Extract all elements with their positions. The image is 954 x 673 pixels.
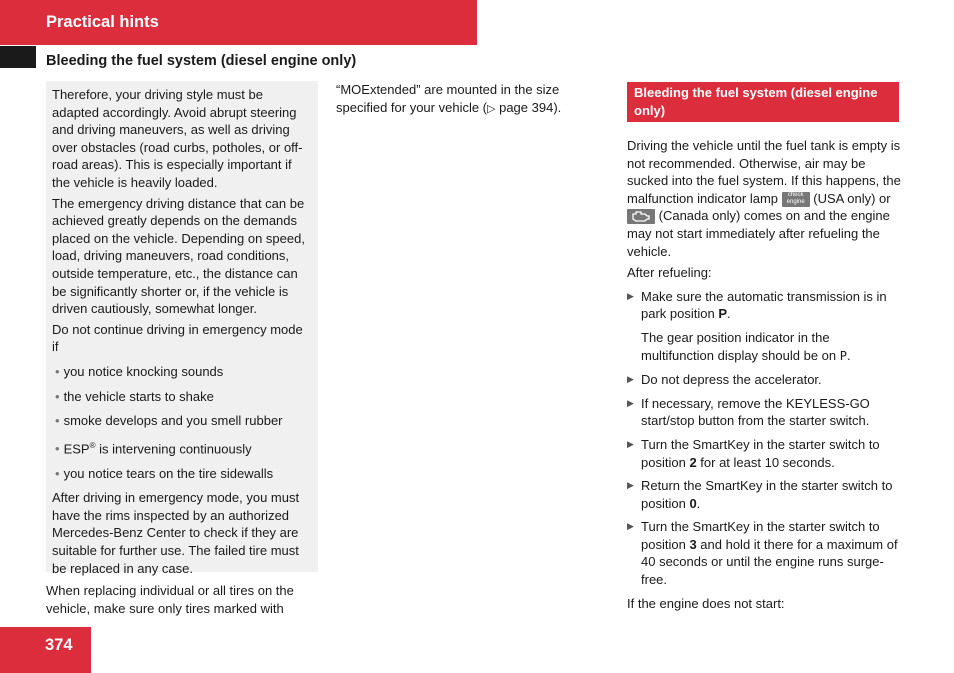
caution-box [46, 81, 318, 576]
step-park: ▶ Make sure the automatic transmission is in park position P. [627, 288, 887, 322]
list-item: • ESP® is intervening continuously [55, 440, 252, 457]
step-position-0: ▶ Return the SmartKey in the starter switch to position 0. [627, 478, 893, 511]
step-position-2: ▶ Turn the SmartKey in the starter switch to position 2 for at least 10 seconds. [627, 436, 880, 470]
section-title: Bleeding the fuel system (diesel engine only) [46, 53, 357, 69]
caution-paragraph-3: Do not continue driving in emergency mode if [52, 321, 303, 355]
after-refuel-label: After refueling: [627, 265, 712, 281]
middle-paragraph: “MOExtended” are mounted in the size specified for your vehicle (▷ page 394). [336, 82, 562, 115]
engine-icon [627, 209, 655, 224]
list-item: • you notice knocking sounds [55, 363, 224, 379]
step-park-note: The gear position indicator in the multifunction display should be on P. [641, 329, 851, 363]
intro-paragraph: Driving the vehicle until the fuel tank is empty is not recommended. Otherwise, air may be sucked into the fuel system. If this happens, the malfunction indicator lamp check engine (USA only) or (Canada only) comes on and the engine may not start immediately after refueling the vehicle. [627, 138, 901, 259]
list-item: • you notice tears on the tire sidewalls [55, 465, 274, 481]
caution-paragraph-2: The emergency driving distance that can be achieved greatly depends on the demands placed on the vehicle. Depending on speed, load, driving maneuvers, road conditions, outside temperature, etc., the distance can be significantly shorter or, if the vehicle is driven cautiously, somewhat longer. [52, 195, 305, 317]
section-marker [0, 46, 36, 68]
left-bottom-paragraph: When replacing individual or all tires on the vehicle, make sure only tires marked with [46, 583, 294, 616]
closing-paragraph: If the engine does not start: [627, 595, 785, 611]
bleeding-title: Bleeding the fuel system (diesel engine only) [634, 85, 878, 118]
step-accelerator: ▶ Do not depress the accelerator. [627, 372, 822, 388]
page-number: 374 [0, 627, 91, 673]
chapter-header [0, 0, 477, 45]
check-engine-icon: check engine [782, 192, 810, 207]
right-column [627, 137, 902, 612]
list-item: • the vehicle starts to shake [55, 388, 214, 404]
bleeding-title-box [627, 82, 899, 122]
list-item: • smoke develops and you smell rubber [55, 413, 283, 429]
step-keyless: ▶ If necessary, remove the KEYLESS-GO start/stop button from the starter switch. [627, 395, 870, 429]
caution-paragraph-1: Therefore, your driving style must be adapted accordingly. Avoid abrupt steering and driving maneuvers, as well as driving over obstacles (road curbs, potholes, or off-road areas). This is especially important if the vehicle is heavily loaded. [52, 87, 303, 190]
chapter-title: Practical hints [46, 13, 159, 31]
caution-paragraph-4: After driving in emergency mode, you must have the rims inspected by an authorized Mercedes-Benz Center to check if they are suitable for further use. The failed tire must be replaced in any case. [52, 490, 300, 576]
step-position-3: ▶ Turn the SmartKey in the starter switch to position 3 and hold it there for a maximum of 40 seconds or until the engine runs surge-free. [627, 519, 898, 588]
